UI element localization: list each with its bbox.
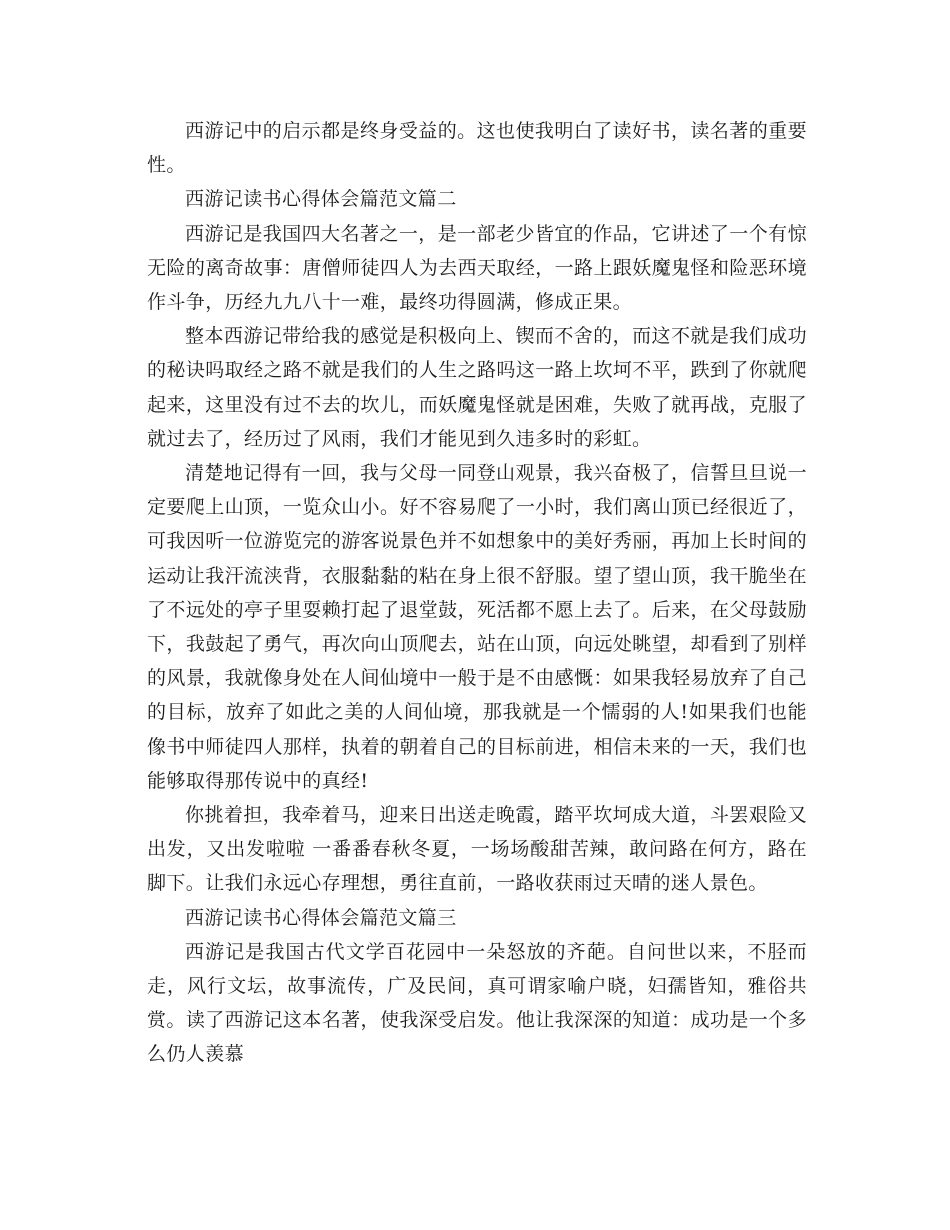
section-heading-2: 西游记读书心得体会篇范文篇二: [185, 188, 457, 211]
paragraph-song: 你挑着担，我牵着马，迎来日出送走晚霞，踏平坎坷成大道，斗罢艰险又出发，又出发啦啦 一番番春秋冬夏，一场场酸甜苦辣，敢问路在何方，路在脚下。让我们永远心存理想，勇往直前，一路收获雨过天晴的迷人景色。: [147, 804, 807, 895]
paragraph-section3-intro: 西游记是我国古代文学百花园中一朵怒放的齐葩。自问世以来，不胫而走，风行文坛，故事流传，广及民间，真可谓家喻户晓，妇孺皆知，雅俗共赏。读了西游记这本名著，使我深受启发。他让我深深的知道：成功是一个多么仍人羡慕: [147, 940, 807, 1066]
section-heading-3: 西游记读书心得体会篇范文篇三: [185, 906, 457, 929]
paragraph-mountain-story: 清楚地记得有一回，我与父母一同登山观景，我兴奋极了，信誓旦旦说一定要爬上山顶，一览众山小。好不容易爬了一小时，我们离山顶已经很近了，可我因听一位游览完的游客说景色并不如想象中的美好秀丽，再加上长时间的运动让我汗流浃背，衣服黏黏的粘在身上很不舒服。望了望山顶，我干脆坐在了不远处的亭子里耍赖打起了退堂鼓，死活都不愿上去了。后来，在父母鼓励下，我鼓起了勇气，再次向山顶爬去，站在山顶，向远处眺望，却看到了别样的风景，我就像身处在人间仙境中一般于是不由感慨：如果我轻易放弃了自己的目标，放弃了如此之美的人间仙境，那我就是一个懦弱的人!如果我们也能像书中师徒四人那样，执着的朝着自己的目标前进，相信未来的一天，我们也能够取得那传说中的真经!: [147, 462, 807, 792]
document-body: [147, 114, 807, 1072]
paragraph-intro: 西游记是我国四大名著之一，是一部老少皆宜的作品，它讲述了一个有惊无险的离奇故事：唐僧师徒四人为去西天取经，一路上跟妖魔鬼怪和险恶环境作斗争，历经九九八十一难，最终功得圆满，修成正果。: [147, 222, 807, 314]
paragraph-conclusion: 西游记中的启示都是终身受益的。这也使我明白了读好书，读名著的重要性。: [147, 120, 807, 177]
paragraph-feeling: 整本西游记带给我的感觉是积极向上、锲而不舍的，而这不就是我们成功的秘诀吗取经之路不就是我们的人生之路吗这一路上坎坷不平，跌到了你就爬起来，这里没有过不去的坎儿，而妖魔鬼怪就是困难，失败了就再战，克服了就过去了，经历过了风雨，我们才能见到久违多时的彩虹。: [147, 325, 807, 450]
